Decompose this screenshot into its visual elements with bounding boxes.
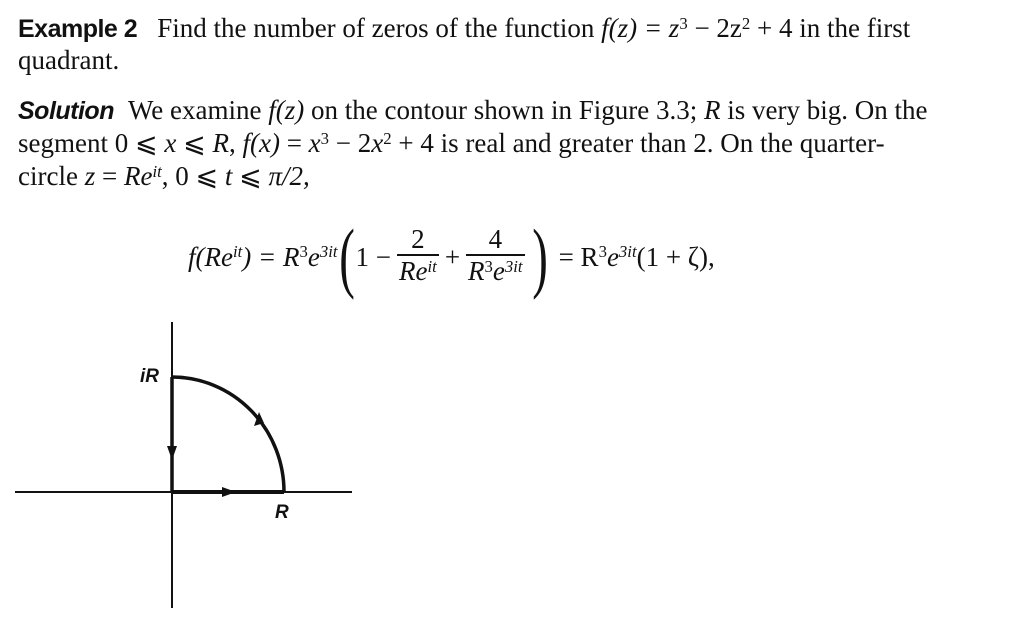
solution-line-2 — [18, 127, 885, 163]
solution-z: z — [84, 161, 96, 191]
solution-R: R — [212, 128, 229, 158]
solution-Re: Re — [123, 161, 153, 191]
solution-text: ⩽ — [176, 128, 213, 158]
solution-text: , 0 ⩽ — [161, 161, 225, 191]
solution-text: ⩽ — [232, 161, 269, 191]
solution-text: We examine — [127, 95, 269, 125]
solution-exp: 2 — [383, 128, 392, 148]
solution-line-3 — [18, 160, 310, 196]
solution-pi: π/2, — [268, 161, 310, 191]
solution-text: segment 0 ⩽ — [18, 128, 165, 158]
example-quadrant: quadrant. — [18, 45, 120, 75]
solution-fx: f(x) — [242, 128, 280, 158]
eq-frac1-den: Re — [399, 256, 428, 286]
eq-frac2-den-e-exp: 3it — [504, 256, 523, 276]
solution-R: R — [703, 95, 721, 125]
contour-quarter-circle — [172, 377, 284, 492]
solution-text: + 4 is real and greater than 2. On the quarter- — [391, 128, 885, 158]
eq-r3: 3 — [299, 242, 308, 262]
example-text: Find the number of zeros of the function — [157, 13, 595, 43]
solution-text: − 2 — [329, 128, 372, 158]
solution-text: = — [279, 128, 309, 158]
display-equation — [188, 213, 715, 300]
eq-frac2-den-e: e — [492, 256, 505, 286]
eq-plus: + — [444, 241, 461, 272]
solution-text: is very big. On the — [720, 95, 928, 125]
label-iR: iR — [140, 366, 159, 387]
eq-fraction-2 — [466, 224, 525, 290]
solution-fz: f(z) — [268, 95, 305, 125]
eq-frac1-den-exp: it — [427, 256, 437, 276]
example-line-1 — [18, 12, 910, 48]
solution-text: = — [95, 161, 124, 191]
eq-rhs: = R — [558, 241, 599, 272]
eq-lhs: f(Re — [188, 241, 233, 272]
eq-frac1-num: 2 — [411, 224, 425, 254]
eq-rhs-end: (1 + ζ), — [636, 241, 715, 272]
eq-lhs-close: ) = R — [242, 241, 300, 272]
eq-fraction-1 — [397, 224, 439, 290]
eq-one-minus: 1 − — [355, 241, 392, 272]
contour-diagram — [0, 300, 380, 626]
eq-rhs-r3: 3 — [598, 242, 607, 262]
arrow-right-icon — [222, 487, 236, 497]
eq-e: e — [307, 241, 320, 272]
eq-rhs-e: e — [606, 241, 619, 272]
arrow-down-icon — [167, 446, 177, 460]
solution-x: x — [164, 128, 177, 158]
example-function: f(z) = z — [601, 13, 680, 43]
example-exp-3: 3 — [679, 13, 688, 33]
example-label: Example 2 — [18, 15, 138, 43]
eq-e-exp: 3it — [319, 242, 338, 262]
solution-t: t — [224, 161, 233, 191]
eq-lhs-exp: it — [232, 242, 243, 262]
example-line-2 — [18, 44, 119, 76]
example-exp-2: 2 — [741, 13, 751, 33]
example-end: + 4 in the first — [750, 13, 911, 43]
solution-x: x — [371, 128, 384, 158]
solution-label: Solution — [18, 97, 114, 125]
eq-frac2-num: 4 — [488, 224, 503, 254]
eq-frac2-den-R: R — [468, 256, 485, 286]
label-R: R — [275, 502, 289, 523]
contour-figure — [0, 300, 380, 626]
solution-x: x — [308, 128, 321, 158]
eq-close-paren: ) — [531, 213, 548, 300]
solution-text: on the contour shown in Figure 3.3; — [304, 95, 704, 125]
eq-open-paren: ( — [338, 213, 355, 300]
solution-text: , — [228, 128, 243, 158]
eq-rhs-e-exp: 3it — [618, 242, 637, 262]
solution-exp: 3 — [320, 128, 330, 148]
solution-text: circle — [18, 161, 85, 191]
example-mid: − 2z — [687, 13, 742, 43]
solution-exp: it — [152, 161, 162, 181]
solution-line-1 — [18, 94, 927, 127]
eq-frac2-den-R-exp: 3 — [484, 256, 493, 276]
